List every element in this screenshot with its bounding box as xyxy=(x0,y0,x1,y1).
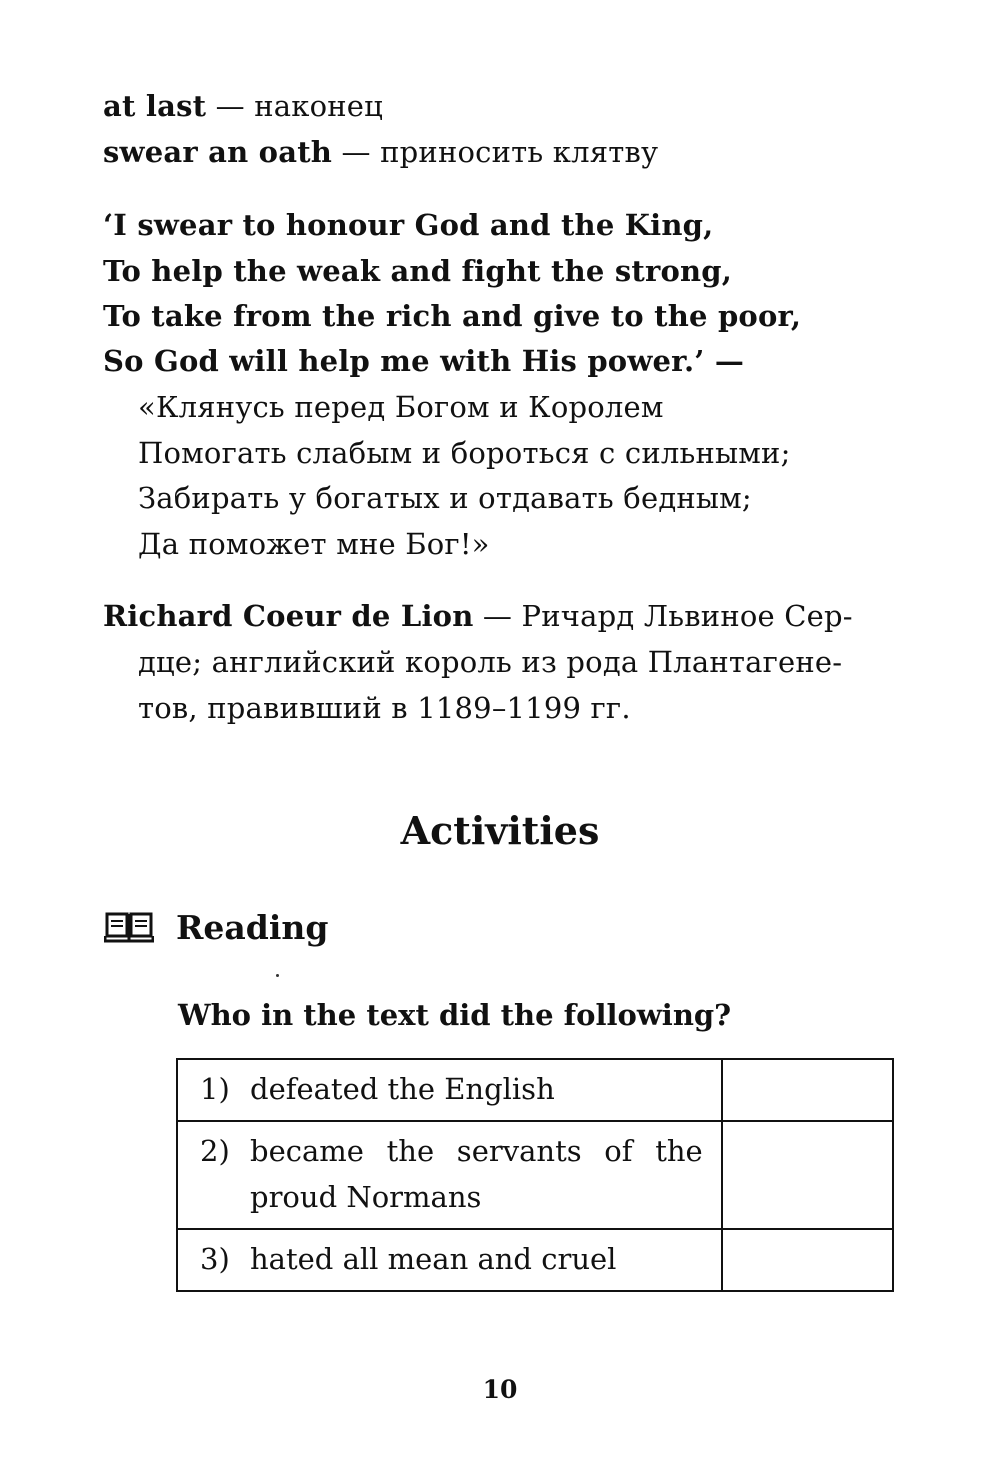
glossary-translation: наконец xyxy=(254,89,384,123)
reading-task-table xyxy=(176,1058,894,1292)
oath-english-line: So God will help me with His power.’ — xyxy=(103,344,745,378)
question-text: defeated the English xyxy=(250,1072,555,1106)
question-cell xyxy=(177,1229,722,1291)
oath-russian-line: Да поможет мне Бог!» xyxy=(138,527,490,561)
question-text: hated all mean and cruel xyxy=(250,1242,617,1276)
question-number: 1) xyxy=(200,1072,230,1106)
glossary-entry-swear-an-oath xyxy=(103,134,658,170)
reading-section-header xyxy=(104,904,328,950)
table-row xyxy=(177,1059,893,1121)
answer-cell[interactable] xyxy=(722,1121,893,1229)
table-row xyxy=(177,1229,893,1291)
glossary-dash: — xyxy=(206,89,255,123)
glossary-term: at last xyxy=(103,89,207,123)
oath-russian-line: Помогать слабым и бороться с сильными; xyxy=(138,436,791,470)
page-number: 10 xyxy=(482,1375,518,1404)
question-cell xyxy=(177,1059,722,1121)
question-number: 3) xyxy=(200,1242,230,1276)
reading-label: Reading xyxy=(176,907,329,947)
glossary-definition-line: дце; английский король из рода Плантагене- xyxy=(138,645,843,679)
oath-english-line: To help the weak and fight the strong, xyxy=(103,254,733,288)
glossary-definition-line: тов, правивший в 1189–1199 гг. xyxy=(138,691,631,725)
glossary-term: Richard Coeur de Lion xyxy=(103,599,474,633)
task-prompt: Who in the text did the following? xyxy=(178,998,732,1032)
print-speck xyxy=(276,974,279,977)
answer-cell[interactable] xyxy=(722,1059,893,1121)
question-cell xyxy=(177,1121,722,1229)
activities-heading: Activities xyxy=(400,808,600,853)
glossary-term: swear an oath xyxy=(103,135,333,169)
glossary-entry-at-last xyxy=(103,88,383,124)
open-book-icon xyxy=(104,910,154,944)
oath-russian-line: Забирать у богатых и отдавать бедным; xyxy=(138,481,752,515)
oath-english-line: To take from the rich and give to the poor, xyxy=(103,299,802,333)
oath-russian-line: «Клянусь перед Богом и Королем xyxy=(138,390,664,424)
glossary-translation: приносить клятву xyxy=(380,135,659,169)
question-number: 2) xyxy=(200,1134,230,1168)
table-row xyxy=(177,1121,893,1229)
glossary-entry-richard xyxy=(103,598,853,634)
oath-english-line: ‘I swear to honour God and the King, xyxy=(103,208,714,242)
question-text: became the servants of the proud Normans xyxy=(250,1134,703,1214)
glossary-definition: — Ричард Львиное Сер- xyxy=(473,599,853,633)
glossary-dash: — xyxy=(332,135,381,169)
answer-cell[interactable] xyxy=(722,1229,893,1291)
